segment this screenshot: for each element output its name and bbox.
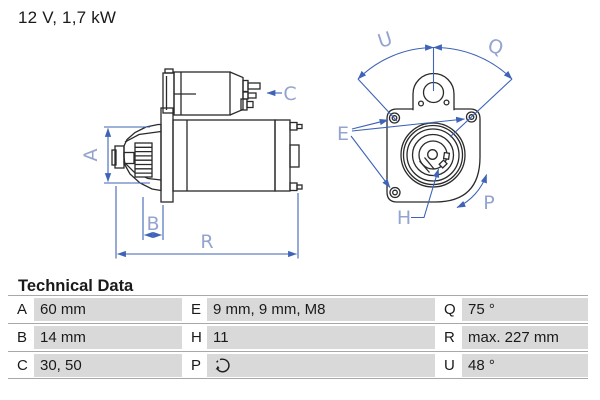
param-key: E <box>182 298 207 321</box>
rotation-direction-icon <box>213 356 231 374</box>
label-C: C <box>283 83 297 105</box>
table-divider <box>8 378 588 379</box>
dimension-H <box>397 169 439 229</box>
label-R: R <box>200 231 214 253</box>
param-value: 11 <box>207 326 435 349</box>
label-U: U <box>375 27 396 53</box>
label-Q: Q <box>485 34 506 60</box>
param-key: B <box>8 326 34 349</box>
table-row <box>8 298 588 321</box>
bolt-hole-bottom-left <box>390 188 400 198</box>
table-row <box>8 326 588 349</box>
param-value: 30, 50 <box>34 354 182 377</box>
table-row <box>8 354 588 377</box>
param-key: A <box>8 298 34 321</box>
param-key: P <box>182 354 207 377</box>
voltage-power-title: 12 V, 1,7 kW <box>18 8 117 27</box>
label-H: H <box>396 207 412 229</box>
param-value: 48 ° <box>462 354 588 377</box>
shaft-hole <box>428 150 438 160</box>
label-B: B <box>146 213 160 235</box>
solenoid-terminals <box>241 81 260 111</box>
technical-data-table <box>8 295 588 379</box>
param-value: 14 mm <box>34 326 182 349</box>
param-key: H <box>182 326 207 349</box>
param-value-icon <box>207 354 435 377</box>
param-value: 9 mm, 9 mm, M8 <box>207 298 435 321</box>
drive-end-housing <box>112 125 161 191</box>
dimension-C <box>267 83 297 105</box>
solenoid <box>163 69 260 115</box>
param-value: 75 ° <box>462 298 588 321</box>
label-P: P <box>483 192 495 214</box>
side-view <box>80 69 302 259</box>
front-view <box>337 28 512 229</box>
dimension-B <box>143 197 163 240</box>
param-key: Q <box>435 298 462 321</box>
mounting-plate <box>161 108 173 202</box>
param-value: 60 mm <box>34 298 182 321</box>
motor-body <box>173 120 302 191</box>
pinion-gear <box>135 143 152 177</box>
mounting-flange <box>387 74 480 203</box>
param-key: U <box>435 354 462 377</box>
param-key: R <box>435 326 462 349</box>
technical-data-heading: Technical Data <box>18 277 134 295</box>
label-E: E <box>336 123 350 145</box>
param-key: C <box>8 354 34 377</box>
label-A: A <box>80 148 102 162</box>
param-value: max. 227 mm <box>462 326 588 349</box>
